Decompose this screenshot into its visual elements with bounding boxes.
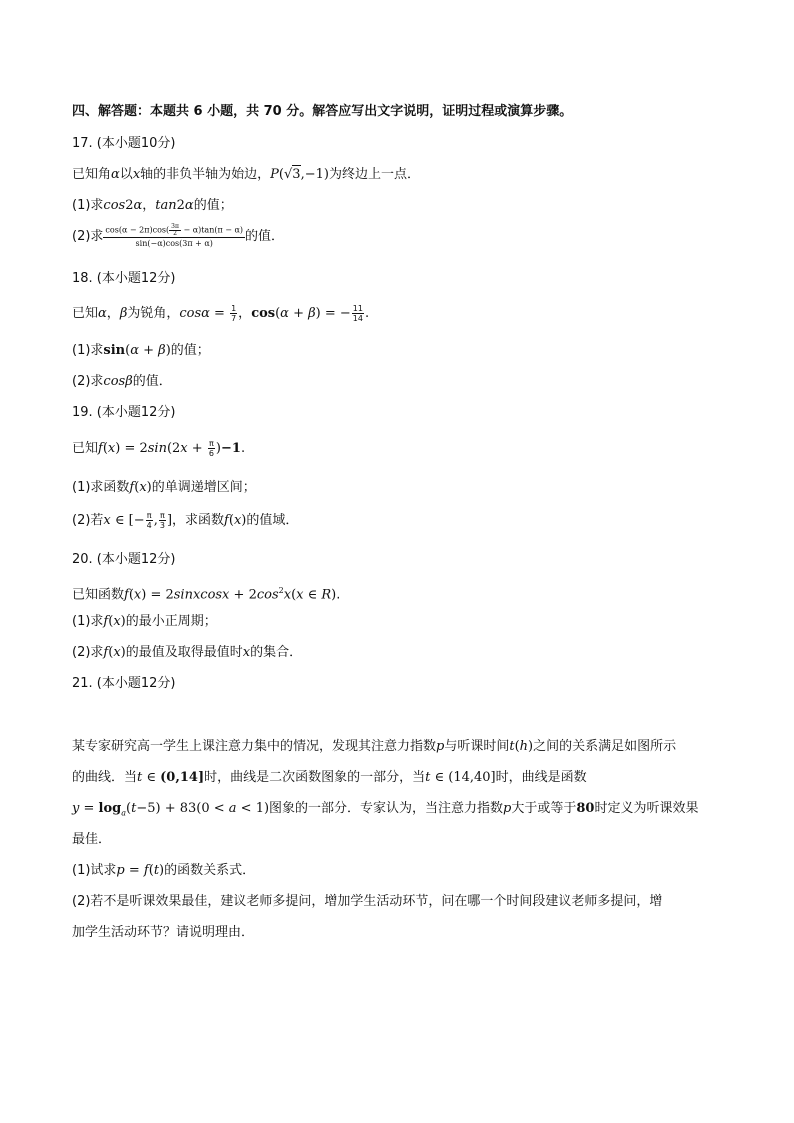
q18-part2: (2)求cosβ的值． [72, 374, 172, 389]
q20-part2: (2)求f(x)的最值及取得最值时x的集合． [72, 645, 303, 660]
q17-fraction: cos(α − 2π)cos( $\frac{3\pi}{2}$ − α)tan(π − α) sin(−α)cos(3π + α) [105, 223, 244, 248]
q19-stem: 已知f(x) = 2sin(2x + $\frac{\pi}{6}$ )−1. [72, 439, 246, 458]
q20-part1: (1)求f(x)的最小正周期； [72, 614, 217, 629]
q21-part1: (1)试求p = f(t)的函数关系式． [72, 863, 256, 878]
q21-line4: 最佳． [72, 832, 112, 847]
q20-stem: 已知函数f(x) = 2sinxcosx + $2\cos^2x(x$ ∈ R). [72, 586, 341, 603]
q17-part2: (2)求 cos(α − 2π)cos( $\frac{3\pi}{2}$ − α)tan(π − α) sin(−α)cos(3π + α) 的值． [72, 223, 285, 248]
q18-stem: 已知α，β为锐角，cosα = $\frac{1}{7}$ ，cos(α + β) = − $\frac{11}{14}$ . [72, 304, 370, 323]
q18-part1: (1)求sin(α + β)的值； [72, 343, 210, 358]
q18-title: 18. (本小题12分) [72, 271, 176, 286]
q19-part1: (1)求函数f(x)的单调递增区间； [72, 480, 256, 495]
q21-line2: 的曲线．当t ∈ (0,14]时，曲线是二次函数图象的一部分，当t ∈ (14,40]时，曲线是函数 [72, 770, 587, 785]
section-header: 四、解答题：本题共 6 小题，共 70 分。解答应写出文字说明，证明过程或演算步骤。 [72, 104, 573, 119]
q19-part2: (2)若x ∈ [− $\frac{\pi}{4}$ , $\frac{\pi}{3}$ ]，求函数f(x)的值域． [72, 511, 299, 530]
q21-part2-line2: 加学生活动环节？请说明理由． [72, 925, 255, 940]
q17-title: 17. (本小题10分) [72, 136, 176, 151]
q20-title: 20. (本小题12分) [72, 552, 176, 567]
q19-title: 19. (本小题12分) [72, 405, 176, 420]
q21-title: 21. (本小题12分) [72, 676, 176, 691]
q17-part1: (1)求cos2α，tan2α的值； [72, 198, 233, 213]
q21-line1: 某专家研究高一学生上课注意力集中的情况，发现其注意力指数p与听课时间t(h)之间的关系满足如图所示 [72, 739, 677, 754]
q17-stem: 已知角α以x轴的非负半轴为始边，P(√3,−1)为终边上一点． [72, 167, 420, 182]
q21-line3: $y = \log_a(t-5) + 83(0 < a < 1)$图象的一部分．专家认为，当注意力指数p大于或等于80时定义为听课效果 [72, 801, 699, 818]
q21-part2-line1: (2)若不是听课效果最佳，建议老师多提问，增加学生活动环节，问在哪一个时间段建议老师多提问，增 [72, 894, 663, 909]
